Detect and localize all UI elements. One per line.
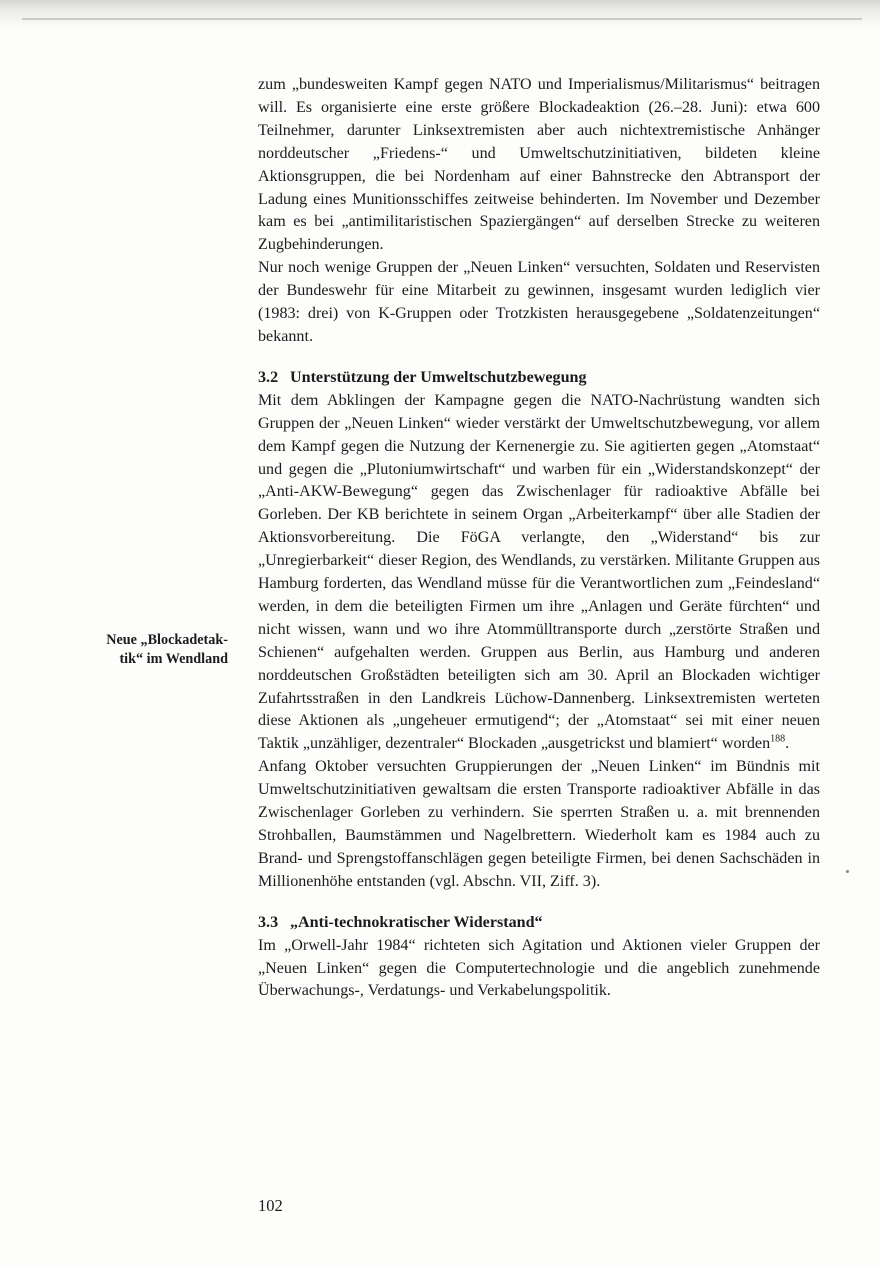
section-gap [258, 349, 820, 367]
section-number: 3.2 [258, 368, 279, 386]
paragraph-umweltschutz [258, 390, 820, 757]
footnote-marker[interactable]: 188 [770, 734, 786, 746]
margin-note-line: Neue „Blockadetak- [106, 632, 228, 648]
section-title: Unterstützung der Umweltschutzbewegung [290, 368, 587, 386]
paragraph-soldaten: Nur noch wenige Gruppen der „Neuen Linken“ versuchten, Soldaten und Reservisten der Bundeswehr für eine Mitarbeit zu gewinnen, insgesamt wurden lediglich vier (1983: drei) von K-Gruppen oder Trotzkisten herausgegebene „Soldatenzeitungen“ bekannt. [258, 259, 820, 345]
paragraph-oktober: Anfang Oktober versuchten Gruppierungen der „Neuen Linken“ im Bündnis mit Umweltschutzinitiativen gewaltsam die ersten Transporte radioaktiver Abfälle in das Zwischenlager Gorleben zu verhindern. Sie sperrten Straßen u. a. mit brennenden Strohballen, Baumstämmen und Nagelbrettern. Wiederholt kam es 1984 auch zu Brand- und Sprengstoffanschlägen gegen beteiligte Firmen, bei denen Sachschäden in Millionenhöhe entstanden (vgl. Abschn. VII, Ziff. 3). [258, 758, 820, 890]
page-body [258, 74, 820, 1003]
section-heading-3-2 [258, 367, 820, 390]
page-number: 102 [258, 1196, 283, 1215]
section-gap [258, 894, 820, 912]
paragraph-intro: zum „bundesweiten Kampf gegen NATO und Imperialismus/Militarismus“ beitragen will. Es organisierte eine erste größere Blockadeaktion (26.–28. Juni): etwa 600 Teilnehmer, darunter Linksextremisten aber auch nichtextremistische Anhänger norddeutscher „Friedens-“ und Umweltschutzinitiativen, bildeten kleine Aktionsgruppen, die bei Nordenham auf einer Bahnstrecke den Abtransport der Ladung eines Munitionsschiffes zeitweise behinderten. Im November und Dezember kam es bei „antimilitaristischen Spaziergängen“ auf derselben Strecke zu weiteren Zugbehinderungen. [258, 76, 820, 254]
paragraph-orwell: Im „Orwell-Jahr 1984“ richteten sich Agitation und Aktionen vieler Gruppen der „Neuen Linken“ gegen die Computertechnologie und die angeblich zunehmende Überwachungs-, Verdatungs- und Verkabelungspolitik. [258, 936, 820, 1000]
section-number: 3.3 [258, 913, 279, 931]
scan-speck [846, 870, 849, 873]
margin-note-line: tik“ im Wendland [119, 651, 228, 667]
scan-top-edge [0, 0, 880, 30]
paragraph-text: Mit dem Abklingen der Kampagne gegen die NATO-Nachrüstung wandten sich Gruppen der „Neuen Linken“ wieder verstärkt der Umweltschutzbewegung, vor allem dem Kampf gegen die Nutzung der Kernenergie zu. Sie agitierten gegen „Atomstaat“ und gegen die „Plutoniumwirtschaft“ und warben für ein „Widerstandskonzept“ der „Anti-AKW-Bewegung“ gegen das Zwischenlager für radioaktive Abfälle bei Gorleben. Der KB berichtete in seinem Organ „Arbeiterkampf“ über alle Stadien der Aktionsvorbereitung. Die FöGA verlangte, den „Widerstand“ bis zur „Unregierbarkeit“ dieser Region, des Wendlands, zu verstärken. Militante Gruppen aus Hamburg forderten, das Wendland müsse für die Verantwortlichen zum „Feindesland“ werden, in dem die beteiligten Firmen um ihre „Anlagen und Geräte fürchten“ und nicht wissen, wann und wo ihre Atommülltransporte durch „zerstörte Straßen und Schienen“ aufgehalten werden. Gruppen aus Berlin, aus Hamburg und anderen norddeutschen Großstädten beteiligten sich am 30. April an Blockaden wichtiger Zufahrtsstraßen in den Landkreis Lüchow-Dannenberg. Linksextremisten werteten diese Aktionen als „ungeheuer ermutigend“; der „Atomstaat“ sei mit einer neuen Taktik „unzähliger, dezentraler“ Blockaden „ausgetrickst und blamiert“ worden [258, 391, 820, 753]
section-heading-3-3 [258, 912, 820, 935]
margin-note [70, 631, 228, 669]
paragraph-end: . [785, 735, 790, 753]
scan-top-rule [22, 18, 862, 20]
section-title: „Anti-technokratischer Widerstand“ [290, 913, 543, 931]
